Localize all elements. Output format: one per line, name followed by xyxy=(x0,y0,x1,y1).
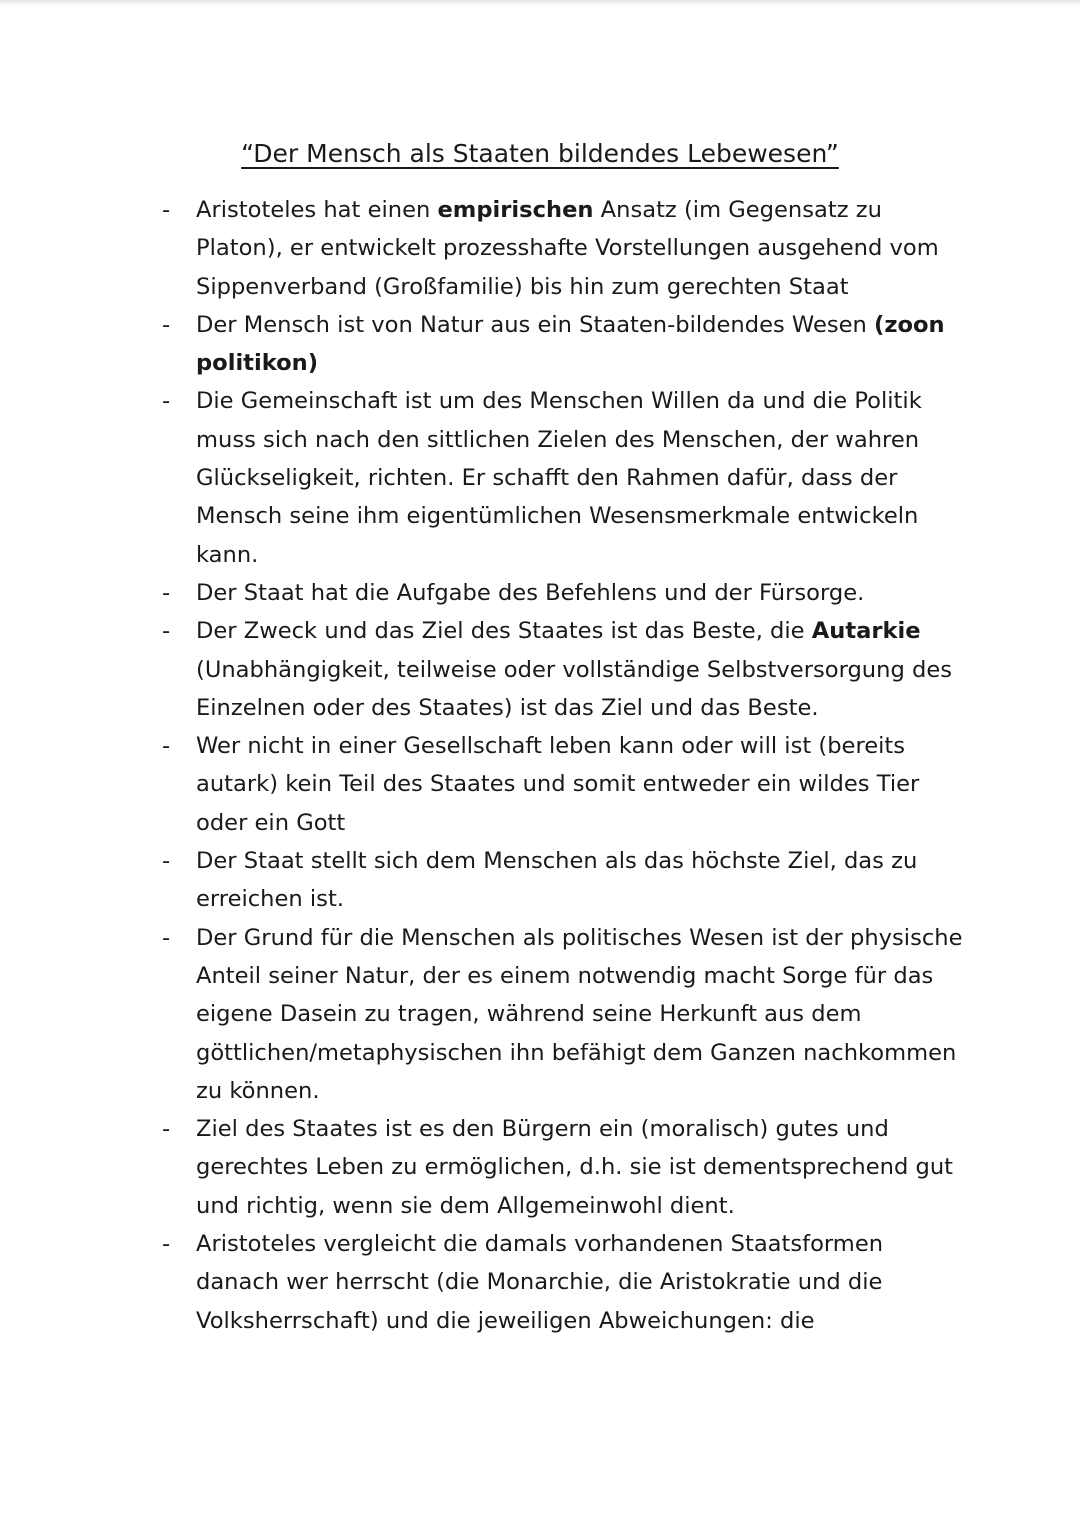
bullet-dash: - xyxy=(162,618,171,645)
bullet-dash: - xyxy=(162,924,171,951)
text-segment: Der Zweck und das Ziel des Staates ist das Beste, die xyxy=(196,618,812,645)
list-item xyxy=(0,1225,966,1340)
bold-term: (zoon politikon) xyxy=(196,311,945,377)
text-segment: Ansatz (im Gegensatz zu Platon), er entwickelt prozesshafte Vorstellungen ausgehend vom Sippenverband (Großfamilie) bis hin zum gerechten Staat xyxy=(196,197,939,300)
bullet-dash: - xyxy=(162,1116,171,1143)
list-item xyxy=(0,191,966,306)
text-segment: Der Grund für die Menschen als politisches Wesen ist der physische Anteil seiner Natur, der es einem notwendig macht Sorge für das eigene Dasein zu tragen, während seine Herkunft aus dem göttlichen/metaphysischen ihn befähigt dem Ganzen nachkommen zu können. xyxy=(196,924,963,1104)
text-segment: Der Staat hat die Aufgabe des Befehlens und der Fürsorge. xyxy=(196,579,865,606)
page-title xyxy=(0,136,1080,172)
bold-term: Autarkie xyxy=(811,618,921,645)
bullet-dash: - xyxy=(162,848,171,875)
bullet-dash: - xyxy=(162,1231,171,1258)
bullet-dash: - xyxy=(162,197,171,223)
text-segment: Aristoteles vergleicht die damals vorhandenen Staatsformen danach wer herrscht (die Monarchie, die Aristokratie und die Volksherrschaft) und die jeweiligen Abweichungen: die xyxy=(196,1231,884,1334)
text-segment: Der Mensch ist von Natur aus ein Staaten-bildendes Wesen xyxy=(196,311,875,338)
text-segment: Der Staat stellt sich dem Menschen als das höchste Ziel, das zu erreichen ist. xyxy=(196,848,918,913)
page-title-text: “Der Mensch als Staaten bildendes Lebewesen” xyxy=(241,139,839,168)
bullet-dash: - xyxy=(162,579,171,606)
list-item xyxy=(0,727,966,842)
text-segment: Wer nicht in einer Gesellschaft leben kann oder will ist (bereits autark) kein Teil des Staates und somit entweder ein wildes Tier oder ein Gott xyxy=(196,733,920,836)
bold-term: empirischen xyxy=(437,197,594,223)
list-item xyxy=(0,306,966,383)
list-item xyxy=(0,612,966,727)
list-item xyxy=(0,382,966,573)
text-segment: (Unabhängigkeit, teilweise oder vollständige Selbstversorgung des Einzelnen oder des Staates) ist das Ziel und das Beste. xyxy=(196,656,952,721)
list-item xyxy=(0,842,966,919)
bullet-dash: - xyxy=(162,733,171,760)
bullet-dash: - xyxy=(162,311,171,338)
list-item xyxy=(0,574,966,612)
list-item xyxy=(0,1110,966,1225)
text-segment: Aristoteles hat einen xyxy=(196,197,438,223)
list-item xyxy=(0,919,966,1110)
bullet-dash: - xyxy=(162,388,171,415)
text-segment: Ziel des Staates ist es den Bürgern ein (moralisch) gutes und gerechtes Leben zu ermöglichen, d.h. sie ist dementsprechend gut und richtig, wenn sie dem Allgemeinwohl dient. xyxy=(196,1116,954,1219)
text-segment: Die Gemeinschaft ist um des Menschen Willen da und die Politik muss sich nach den sittlichen Zielen des Menschen, der wahren Glückseligkeit, richten. Er schafft den Rahmen dafür, dass der Mensch seine ihm eigentümlichen Wesensmerkmale entwickeln kann. xyxy=(196,388,922,568)
bullet-list xyxy=(0,191,1080,1340)
